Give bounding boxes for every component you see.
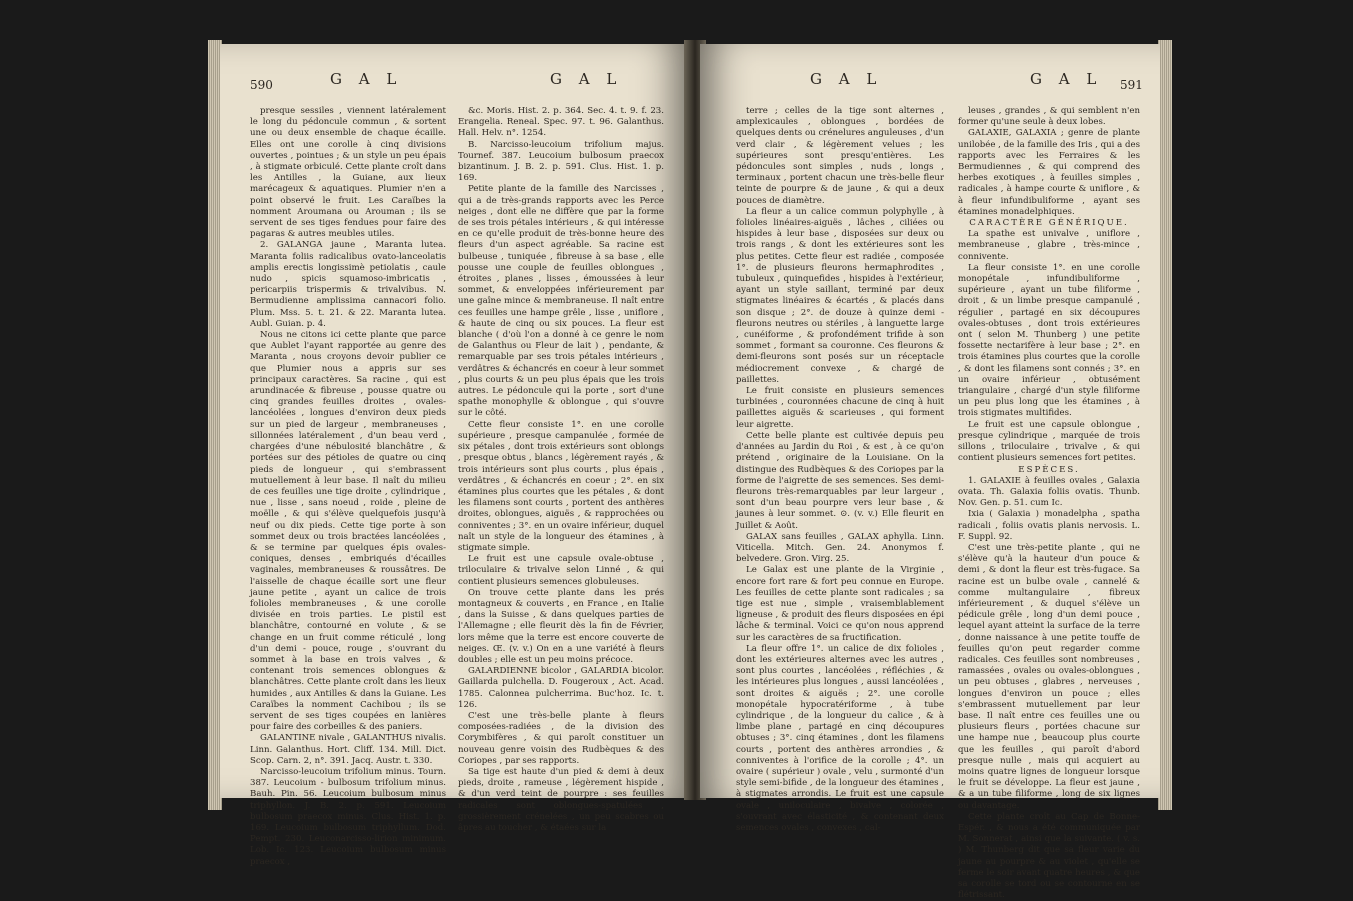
paragraph: Narcisso-leucoium trifolium minus. Tourn. 387. Leucoium - bulbosum trifolium minus. Bauh. Pin. 56. Leucoium bulbosum minus triphyllon. J. B. 2. p. 591. Leucoium bulbosum praecox minus. Clus. Hist. 1. p. 169. Leucoium bulbosum triphyllum. Dod. Pempt. 230. Leuconarcisso-lirion minimum. Lob. Ic. 123. Leucoium bulbosum minus praecox , <box>250 766 446 867</box>
paragraph: GALANTINE nivale , GALANTHUS nivalis. Linn. Galanthus. Hort. Cliff. 134. Mill. Dict. Scop. Carn. 2, n°. 391. Jacq. Austr. t. 330. <box>250 733 446 766</box>
page-number: 591 <box>1120 78 1143 92</box>
right-page <box>700 44 1160 901</box>
page-edges-right <box>1158 40 1172 810</box>
paragraph: GALAX sans feuilles , GALAX aphylla. Linn. Viticella. Mitch. Gen. 24. Anonymos f. belvedere. Gron. Virg. 25. <box>736 531 944 565</box>
left-page <box>220 44 688 867</box>
paragraph: Le fruit est une capsule ovale-obtuse , triloculaire & trivalve selon Linné , & qui contient plusieurs semences globuleuses. <box>458 554 664 587</box>
running-head: G A L <box>810 70 883 88</box>
paragraph: GALARDIENNE bicolor , GALARDIA bicolor. Gaillarda pulchella. D. Fougeroux , Act. Acad. 1785. Calonnea pulcherrima. Buc'hoz. Ic. t. 126. <box>458 666 664 710</box>
paragraph: Cette fleur consiste 1°. en une corolle supérieure , presque campanulée , formée de six pétales , dont trois extérieurs sont oblongs , presque obtus , blancs , légèrement rayés , & trois intérieurs sont plus courts , plus épais , verdâtres , & échancrés en coeur ; 2°. en six étamines plus courtes que les pétales , & dont les filamens sont courts , portent des anthères droites, oblongues, aiguës , & rapprochées ou conniventes ; 3°. en un ovaire inférieur, duquel naît un style de la longueur des étamines , à stigmate simple. <box>458 419 664 553</box>
left-page-header <box>220 70 688 92</box>
paragraph: Petite plante de la famille des Narcisses , qui a de très-grands rapports avec les Perce neiges , dont elle ne diffère que par la forme de ses trois pétales intérieurs , & qui intéresse en ce qu'elle produit de très-bonne heure des fleurs d'un aspect agréable. Sa racine est bulbeuse , tuniquée , fibreuse à sa base , elle pousse une couple de feuilles oblongues , étroites , planes , lisses , émoussées à leur sommet, & enveloppées inférieurement par une gaîne mince & membraneuse. Il naît entre ces feuilles une hampe grêle , lisse , uniflore , & haute de cinq ou six pouces. La fleur est blanche ( d'où l'on a donné à ce genre le nom de Galanthus ou Fleur de lait ) , pendante, & remarquable par ses trois pétales intérieurs , verdâtres & échancrés en coeur à leur sommet , plus courts & un peu plus épais que les trois autres. Le pédoncule qui la porte , sort d'une spathe monophylle & oblongue , qui s'ouvre sur le côté. <box>458 184 664 419</box>
paragraph: 2. GALANGA jaune , Maranta lutea. Maranta foliis radicalibus ovato-lanceolatis amplis erectis longissimè petiolatis , caule nudo , spicis squamoso-imbricatis , pericarpiis trispermis & trivalvibus. N. Bermudienne amplissima cannacori folio. Plum. Mss. 5. t. 21. & 22. Maranta lutea. Aubl. Guian. p. 4. <box>250 240 446 329</box>
right-page-column-1 <box>736 106 945 833</box>
paragraph: La fleur consiste 1°. en une corolle monopétale , infundibuliforme , supérieure , ayant un tube filiforme , droit , & un limbe presque campanulé , régulier , partagé en six découpures ovales-obtuses , dont trois extérieures ont ( selon M. Thunberg ) une petite fossette nectarifère à leur base ; 2°. en trois étamines plus courtes que la corolle , & dont les filamens sont connés ; 3°. en un ovaire inférieur , obtusément triangulaire , chargé d'un style filiforme un peu plus long que les étamines , à trois stigmates multifides. <box>958 262 1140 419</box>
paragraph: C'est une très-petite plante , qui ne s'élève qu'à la hauteur d'un pouce & demi , & dont la fleur est très-fugace. Sa racine est un bulbe ovale , cannelé & comme multangulaire , fibreux inférieurement , & duquel s'élève un pédicule grêle , long d'un demi pouce , lequel ayant atteint la surface de la terre , donne naissance à une petite touffe de feuilles qu'on peut regarder comme radicales. Ces feuilles sont nombreuses , ramassées , ovales ou ovales-oblongues , un peu obtuses , glabres , nerveuses , longues d'environ un pouce ; elles s'embrassent mutuellement par leur base. Il naît entre ces feuilles une ou plusieurs fleurs , portées chacune sur une hampe nue , beaucoup plus courte que les feuilles , qui paroît d'abord presque nulle , mais qui acquiert au moins quatre lignes de longueur lorsque le fruit se développe. La fleur est jaune , & a un tube filiforme , long de six lignes ou davantage. <box>958 542 1140 811</box>
paragraph: 1. GALAXIE à feuilles ovales , Galaxia ovata. Th. Galaxia foliis ovatis. Thunb. Nov. Gen. p. 51. cum Ic. <box>958 475 1140 509</box>
paragraph: leuses , grandes , & qui semblent n'en former qu'une seule à deux lobes. <box>958 106 1140 128</box>
left-page-column-2 <box>458 106 664 833</box>
running-head: G A L <box>1030 70 1103 88</box>
paragraph: C'est une très-belle plante à fleurs composées-radiées , de la division des Corymbifères , & qui paroît constituer un nouveau genre voisin des Rudbèques & des Coriopes , par ses rapports. <box>458 710 664 766</box>
paragraph: Cette plante croît au Cap de Bonne-Espér. , & nous a été communiquée par M. Sonnerat , ainsi que la suivante. ( v. s. ) M. Thunberg dit que sa fleur varie du jaune au pourpre & au violet , qu'elle se ferme le soir avant quatre heures , & que sa corolle se tord ou se contourne en se flétrissant. <box>958 811 1140 901</box>
paragraph: B. Narcisso-leucoium trifolium majus. Tournef. 387. Leucoium bulbosum praecox bizantinum. J. B. 2. p. 591. Clus. Hist. 1. p. 169. <box>458 139 664 184</box>
left-page-column-1 <box>250 106 446 867</box>
paragraph: Sa tige est haute d'un pied & demi à deux pieds, droite , rameuse , légèrement hispide , & d'un verd teint de pourpre : ses feuilles radicales sont oblongues-spatulées , grossièrement crénelées , un peu scabres ou âpres au toucher , & étaées sur la <box>458 766 664 833</box>
paragraph: presque sessiles , viennent latéralement le long du pédoncule commun , & sortent une ou deux ensemble de chaque écaille. Elles ont une corolle à cinq divisions ouvertes , pointues ; & un style un peu épais , à stigmate orbiculé. Cette plante croît dans les Antilles , la Guiane, aux lieux marécageux & aquatiques. Plumier n'en a point observé le fruit. Les Caraïbes la nomment Aroumana ou Arouman ; ils se servent de ses tiges fendues pour faire des pagaras & autres meubles utiles. <box>250 106 446 240</box>
paragraph: Cette belle plante est cultivée depuis peu d'années au Jardin du Roi , & est , à ce qu'on prétend , originaire de la Louisiane. On la distingue des Rudbèques & des Coriopes par la forme de l'aigrette de ses semences. Ses demi-fleurons très-remarquables par leur largeur , sont d'un beau pourpre vers leur base , & jaunes à leur sommet. ⊙. (v. v.) Elle fleurit en Juillet & Août. <box>736 430 944 531</box>
section-heading: CARACTÈRE GÉNÉRIQUE. <box>969 218 1129 229</box>
paragraph: La fleur a un calice commun polyphylle , à folioles linéaires-aiguës , lâches , ciliées ou hispides à leur base , disposées sur deux ou trois rangs , & dont les extérieures sont les plus petites. Cette fleur est radiée , composée 1°. de plusieurs fleurons hermaphrodites , tubuleux , quinquefides , hispides à l'extérieur, ayant un style saillant, terminé par deux stigmates linéaires & écartés , & placés dans son disque ; 2°. de douze à quinze demi - fleurons neutres ou stériles , à languette large , cunéiforme , & profondément trifide à son sommet , formant sa couronne. Ces fleurons & demi-fleurons sont posés sur un réceptacle médiocrement convexe , & chargé de paillettes. <box>736 206 944 385</box>
paragraph: &c. Moris. Hist. 2. p. 364. Sec. 4. t. 9. f. 23. Erangelia. Reneal. Spec. 97. t. 96. Galanthus. Hall. Helv. n°. 1254. <box>458 106 664 139</box>
paragraph: Le Galax est une plante de la Virginie , encore fort rare & fort peu connue en Europe. Les feuilles de cette plante sont radicales ; sa tige est nue , simple , vraisemblablement ligneuse , & produit des fleurs disposées en épi lâche & terminal. Voici ce qu'on nous apprend sur les caractères de sa fructification. <box>736 565 944 643</box>
page-number: 590 <box>250 78 273 92</box>
paragraph: Ixia ( Galaxia ) monadelpha , spatha radicali , foliis ovatis planis nervosis. L. F. Suppl. 92. <box>958 509 1140 542</box>
paragraph: GALAXIE, GALAXIA ; genre de plante unilobée , de la famille des Iris , qui a des rapports avec les Ferraires & les Bermudiennes , & qui comprend des herbes exotiques , à feuilles simples , radicales , à hampe courte & uniflore , & à fleur infundibuliforme , ayant ses étamines monadelphiques. <box>958 128 1141 217</box>
paragraph: Nous ne citons ici cette plante que parce que Aublet l'ayant rapportée au genre des Maranta , nous croyons devoir publier ce que Plumier nous a appris sur ses principaux caractères. Sa racine , qui est arundinacée & fibreuse , pousse quatre ou cinq grandes feuilles droites , ovales-lancéolées , longues d'environ deux pieds sur un pied de largeur , membraneuses , sillonnées latéralement , d'un beau verd , chargées d'une nébulosité blanchâtre , & portées sur des pétioles de quatre ou cinq pieds de longueur , qui s'embrassent mutuellement à leur base. Il naît du milieu de ces feuilles une tige droite , cylindrique , nue , lisse , sans noeud , roide , pleine de moëlle , & qui s'élève quelquefois jusqu'à neuf ou dix pieds. Cette tige porte à son sommet deux ou trois bractées lancéolées , & se termine par quelques épis ovales-coniques, denses , embriqués d'écailles vaginales, membraneuses & roussâtres. De l'aisselle de chaque écaille sort une fleur jaune petite , ayant un calice de trois folioles membraneuses , & une corolle divisée en trois parties. Le pistil est blanchâtre, contourné en volute , & se change en un fruit comme réticulé , long d'un demi - pouce, rouge , s'ouvrant du sommet à la base en trois valves , & contenant trois semences oblongues & blanchâtres. Cette plante croît dans les lieux humides , aux Antilles & dans la Guiane. Les Caraïbes la nomment Cachibou ; ils se servent de ses tiges coupées en lanières pour faire des corbeilles & des paniers. <box>250 330 446 733</box>
paragraph: On trouve cette plante dans les prés montagneux & couverts , en France , en Italie , dans la Suisse , & dans quelques parties de l'Allemagne ; elle fleurit dès la fin de Février, lors même que la terre est encore couverte de neiges. Œ. (v. v.) On en a une variété à fleurs doubles ; elle est un peu moins précoce. <box>458 587 664 665</box>
paragraph: Le fruit est une capsule oblongue , presque cylindrique , marquée de trois sillons , triloculaire , trivalve , & qui contient plusieurs semences fort petites. <box>958 419 1140 464</box>
paragraph: La spathe est univalve , uniflore , membraneuse , glabre , très-mince , connivente. <box>958 229 1140 262</box>
running-head: G A L <box>550 70 623 88</box>
right-page-header <box>700 70 1160 92</box>
paragraph: La fleur offre 1°. un calice de dix folioles , dont les extérieures alternes avec les autres , sont plus courtes , lancéolées , réfléchies , & les intérieures plus longues , aussi lancéolées , sont droites & aiguës ; 2°. une corolle monopétale hypocratériforme , à tube cylindrique , de la longueur du calice , & à limbe plane , partagé en cinq découpures obtuses ; 3°. cinq étamines , dont les filamens courts , portent des anthères arrondies , & conniventes à l'orifice de la corolle ; 4°. un ovaire ( supérieur ) ovale , velu , surmonté d'un style semi-bifide , de la longueur des étamines , à stigmates arrondis. Le fruit est une capsule ovale , uniloculaire , bivalve , colorée , s'ouvrant avec élasticité , & contenant deux semences ovales , convexes , cal- <box>736 643 945 833</box>
right-page-column-2 <box>958 106 1141 901</box>
paragraph: Le fruit consiste en plusieurs semences turbinées , couronnées chacune de cinq à huit paillettes aiguës & scarieuses , qui forment leur aigrette. <box>736 386 944 430</box>
running-head: G A L <box>330 70 403 88</box>
section-heading: ESPÈCES. <box>1018 464 1080 475</box>
paragraph: terre ; celles de la tige sont alternes , amplexicaules , oblongues , bordées de quelques dents ou crénelures anguleuses , d'un verd clair , & légèrement velues ; les supérieures sont presqu'entières. Les pédoncules sont simples , nuds , longs , terminaux , portent chacun une très-belle fleur teinte de pourpre & de jaune , & qui a deux pouces de diamètre. <box>736 106 944 206</box>
